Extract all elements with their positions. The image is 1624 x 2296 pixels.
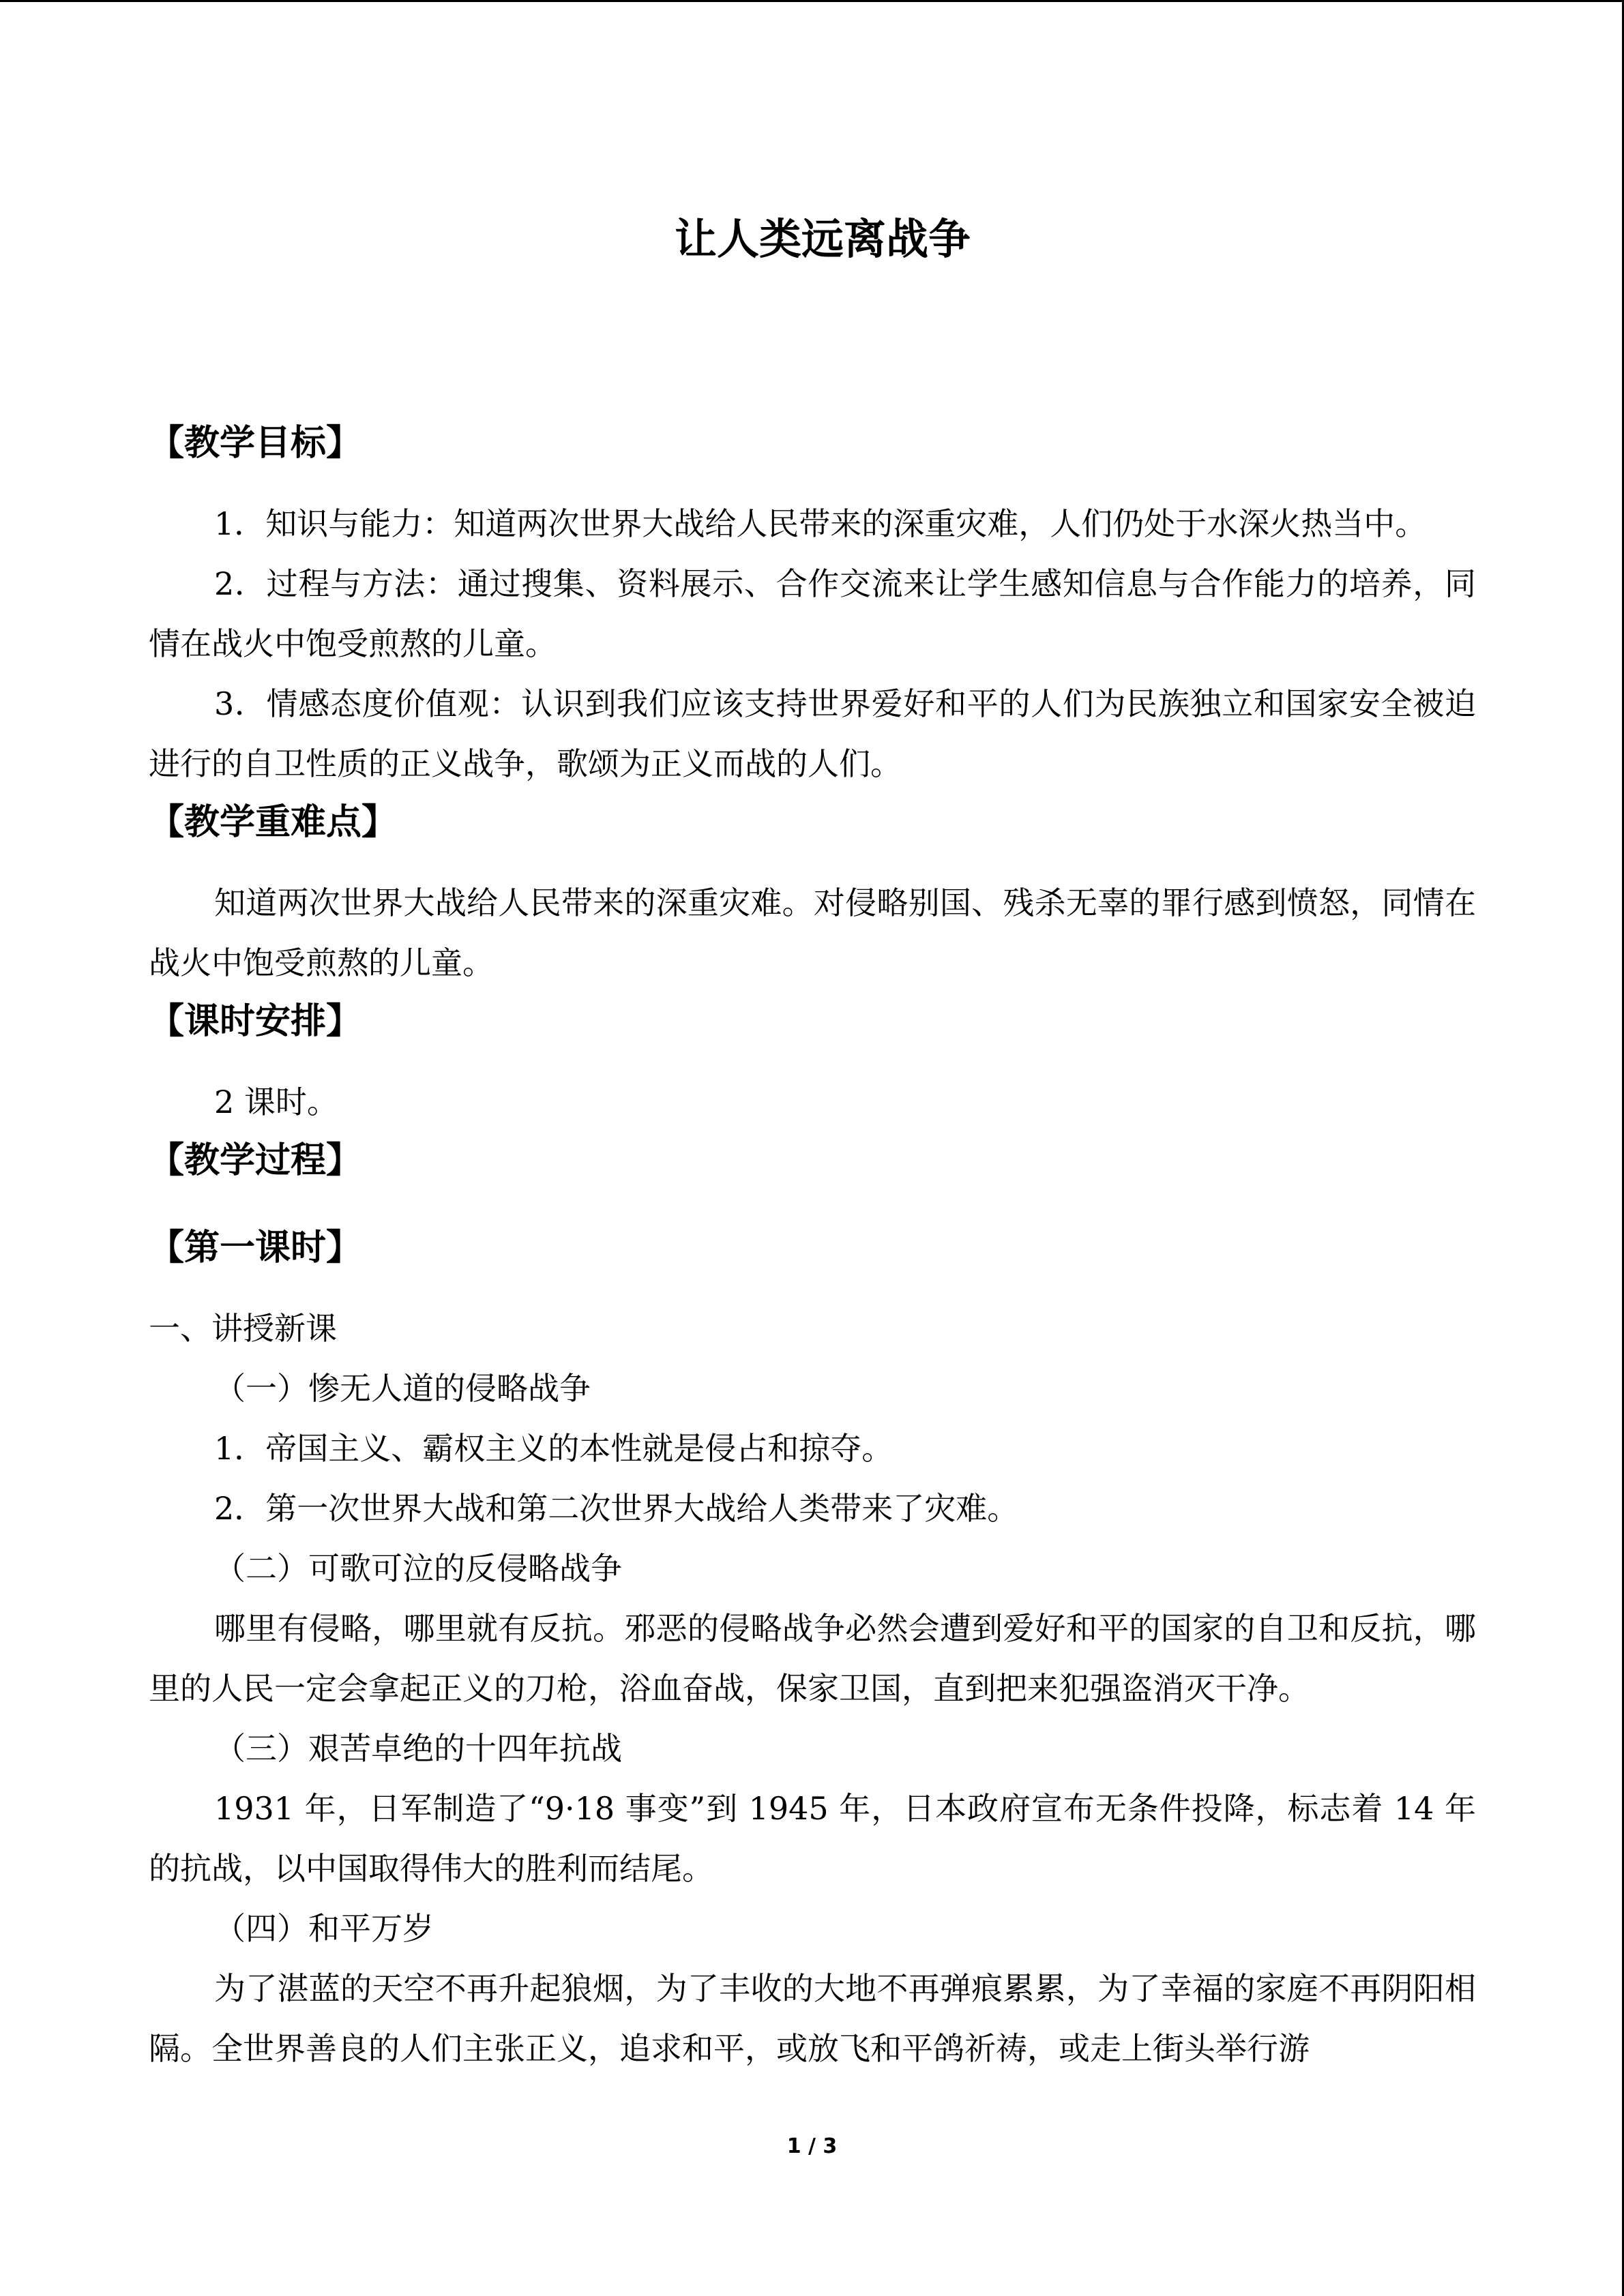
lesson1-sub1: （一）惨无人道的侵略战争: [214, 1370, 591, 1407]
heading-process: 【教学过程】: [149, 1140, 362, 1181]
lesson1-sub3: （三）艰苦卓绝的十四年抗战: [214, 1730, 622, 1767]
lesson1-sub2: （二）可歌可泣的反侵略战争: [214, 1550, 622, 1587]
heading-objectives: 【教学目标】: [149, 423, 362, 464]
document-page: [149, 198, 1476, 2078]
lesson1-part1: 一、讲授新课: [149, 1310, 337, 1347]
lesson1-sub4-text: 为了湛蓝的天空不再升起狼烟，为了丰收的大地不再弹痕累累，为了幸福的家庭不再阴阳相隔。全世界善良的人们主张正义，追求和平，或放飞和平鸽祈祷，或走上街头举行游: [149, 1970, 1476, 2067]
lesson1-sub1-item-1: 1．帝国主义、霸权主义的本性就是侵占和掠夺。: [214, 1430, 894, 1467]
key-points-text: 知道两次世界大战给人民带来的深重灾难。对侵略别国、残杀无辜的罪行感到愤怒，同情在战火中饱受煎熬的儿童。: [149, 884, 1476, 981]
document-title: 让人类远离战争: [674, 214, 971, 264]
objective-item-1: 1．知识与能力：知道两次世界大战给人民带来的深重灾难，人们仍处于水深火热当中。: [214, 505, 1427, 542]
lesson1-sub4: （四）和平万岁: [214, 1910, 434, 1947]
lesson1-sub2-text: 哪里有侵略，哪里就有反抗。邪恶的侵略战争必然会遭到爱好和平的国家的自卫和反抗，哪里的人民一定会拿起正义的刀枪，浴血奋战，保家卫国，直到把来犯强盗消灭干净。: [149, 1610, 1476, 1707]
heading-key-points: 【教学重难点】: [149, 802, 398, 843]
heading-lesson-1: 【第一课时】: [149, 1227, 362, 1268]
objective-item-3: 3．情感态度价值观：认识到我们应该支持世界爱好和平的人们为民族独立和国家安全被迫进行的自卫性质的正义战争，歌颂为正义而战的人们。: [149, 685, 1476, 782]
page-number: 1 / 3: [786, 2134, 838, 2158]
page-border-top: [0, 0, 1624, 2]
lesson1-sub1-item-2: 2．第一次世界大战和第二次世界大战给人类带来了灾难。: [214, 1490, 1019, 1527]
lesson1-sub3-text: 1931 年，日军制造了“9·18 事变”到 1945 年，日本政府宣布无条件投降，标志着 14 年的抗战，以中国取得伟大的胜利而结尾。: [149, 1790, 1476, 1887]
schedule-text: 2 课时。: [214, 1084, 338, 1120]
objective-item-2: 2．过程与方法：通过搜集、资料展示、合作交流来让学生感知信息与合作能力的培养，同情在战火中饱受煎熬的儿童。: [149, 565, 1476, 662]
heading-schedule: 【课时安排】: [149, 1001, 362, 1042]
